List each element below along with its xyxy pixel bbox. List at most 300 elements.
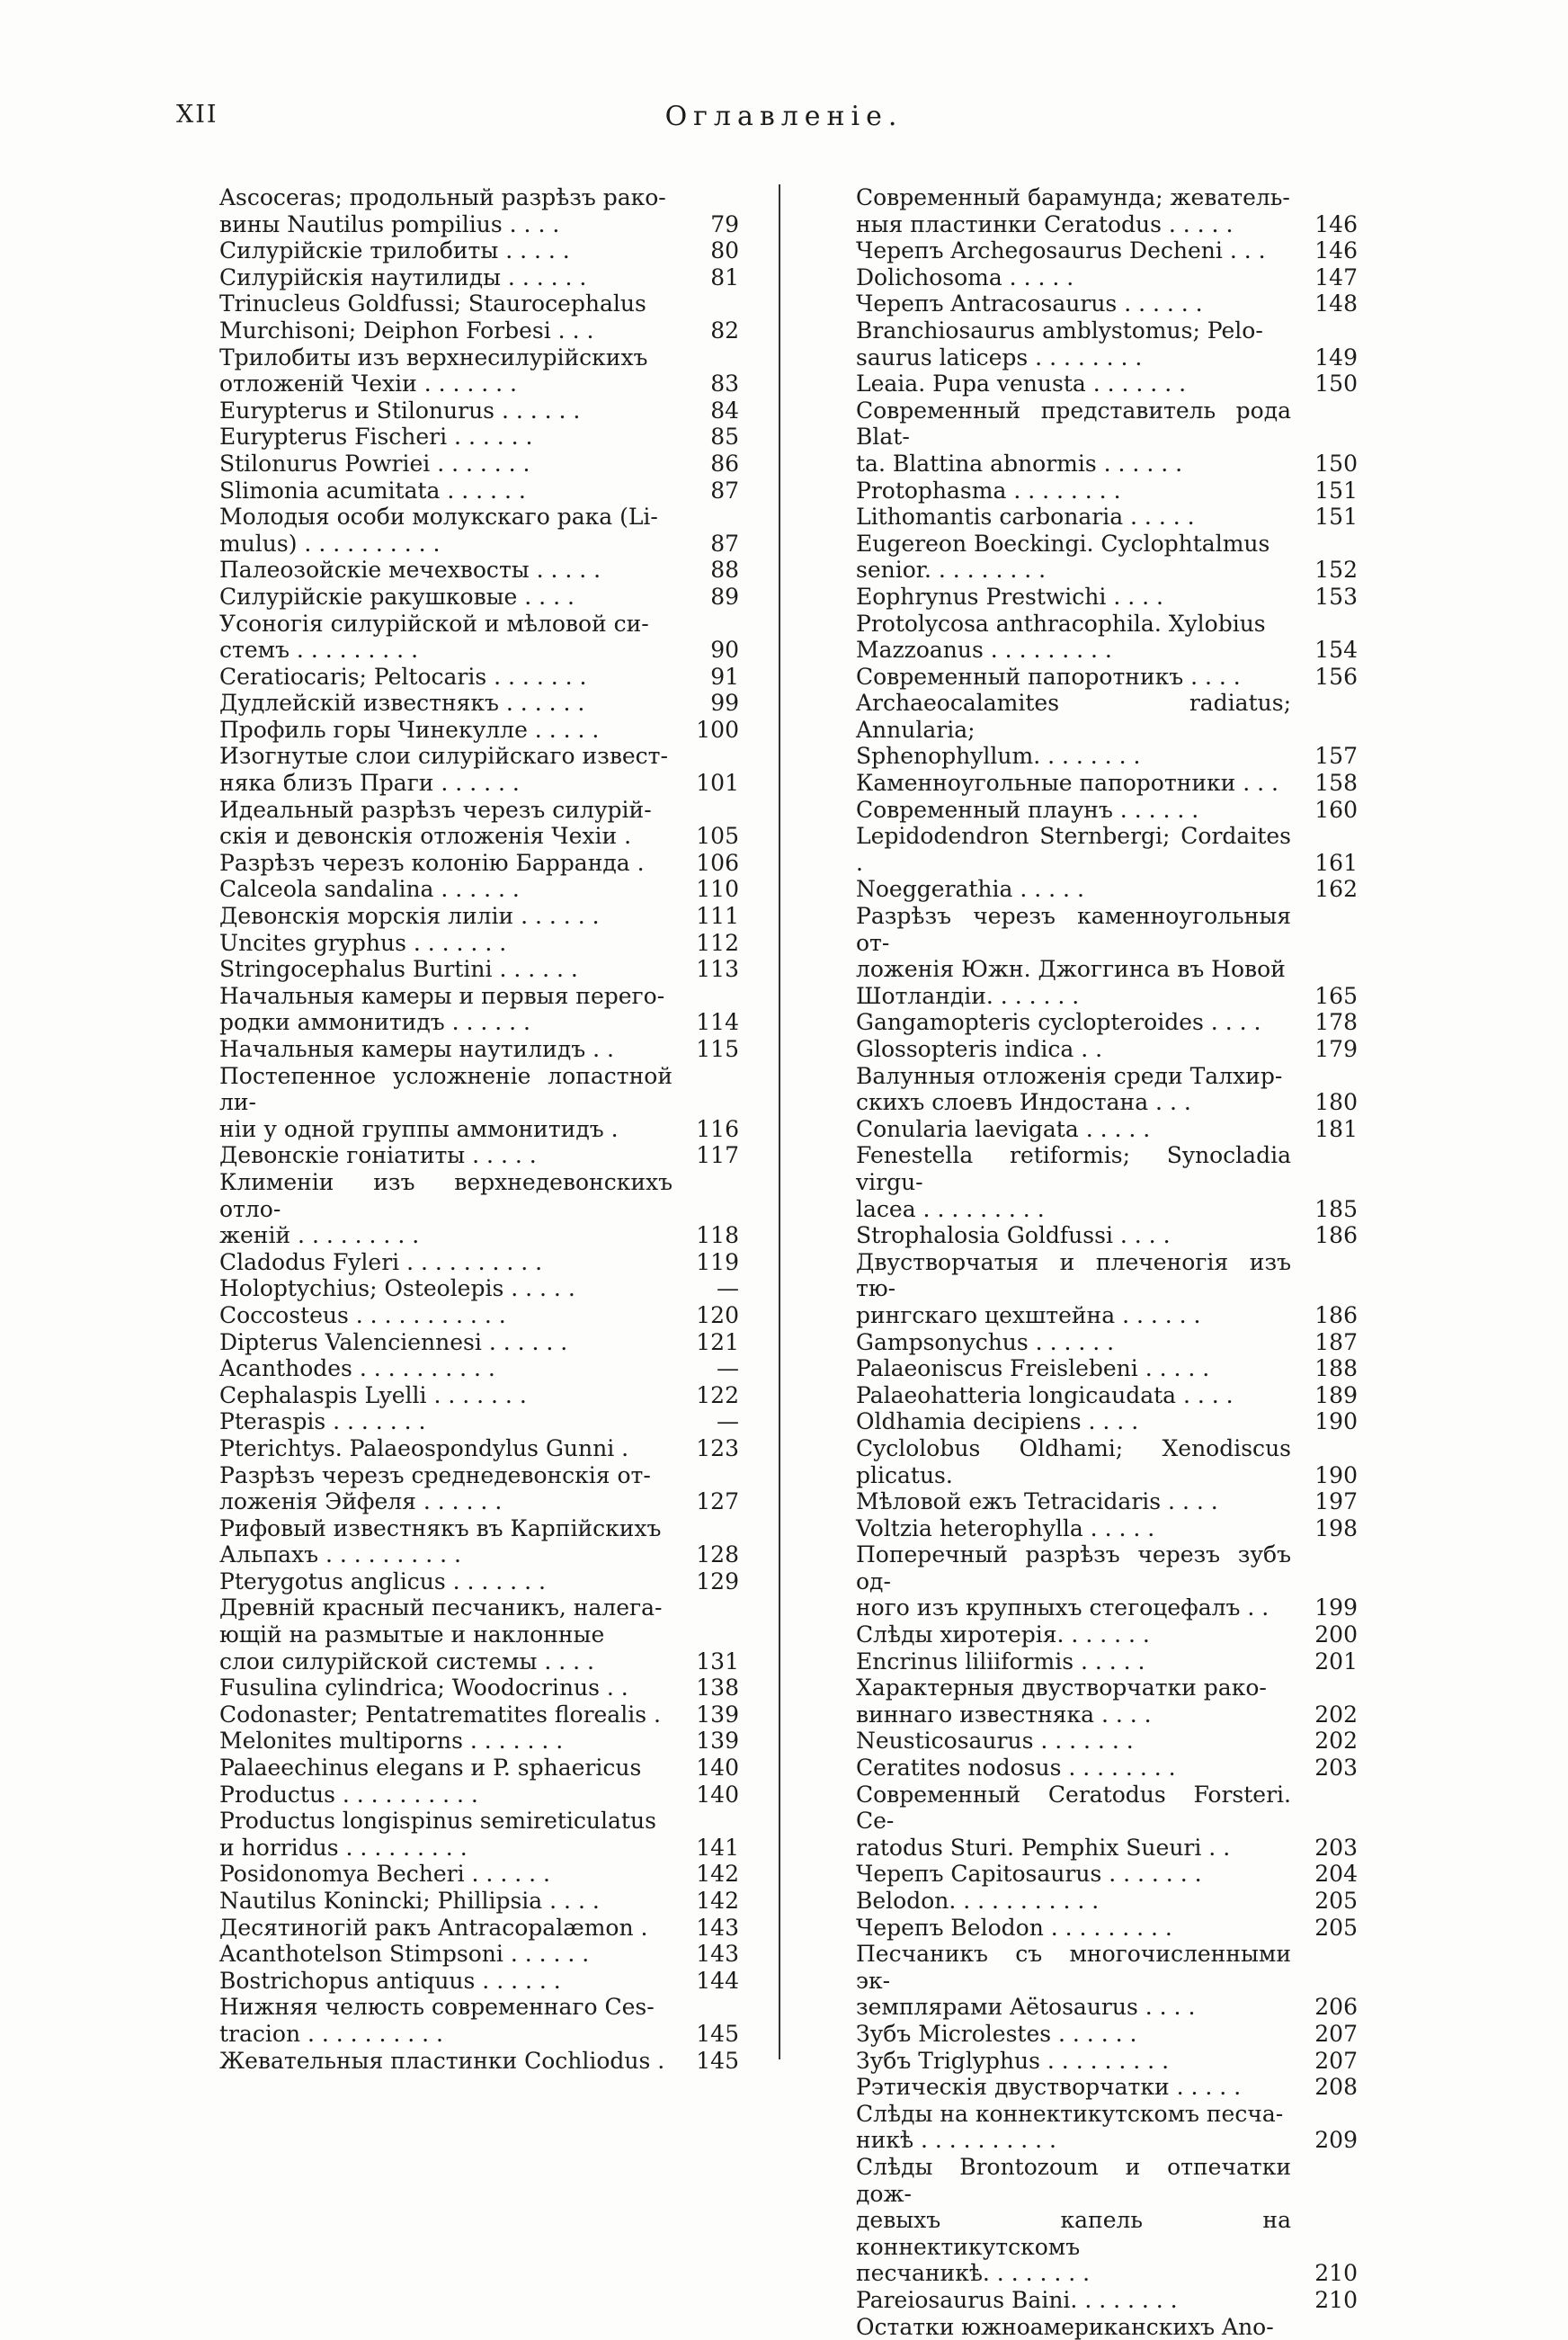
toc-entry-line: Neusticosaurus . . . . . . . xyxy=(856,1728,1134,1754)
toc-entry-line: Палеозойскіе мечехвосты . . . . . xyxy=(219,557,601,583)
toc-entry-line: ta. Blattina abnormis . . . . . . xyxy=(856,451,1182,477)
toc-entry-page: 83 xyxy=(685,371,739,397)
toc-entry xyxy=(856,611,1358,664)
toc-entry xyxy=(856,2074,1358,2101)
toc-entry-line: Шотландіи. . . . . . . xyxy=(856,983,1079,1009)
toc-entry-line: Силурійскія наутилиды . . . . . . xyxy=(219,264,586,290)
toc-entry-page: 150 xyxy=(1304,371,1358,397)
toc-entry-title xyxy=(856,1142,1304,1222)
toc-entry xyxy=(856,1063,1358,1116)
toc-entry-title xyxy=(856,290,1304,317)
toc-entry-line: Bostrichopus antiquus . . . . . . xyxy=(219,1968,561,1994)
toc-entry-line: saurus laticeps . . . . . . . . xyxy=(856,344,1142,371)
toc-entry xyxy=(856,2154,1358,2287)
toc-entry-page: 87 xyxy=(685,531,739,558)
toc-entry-title xyxy=(219,1515,685,1568)
toc-entry-line: senior. . . . . . . . . xyxy=(856,557,1046,583)
toc-entry-line: Stringocephalus Burtini . . . . . . xyxy=(219,956,578,982)
toc-entry-page: 99 xyxy=(685,690,739,717)
toc-entry-title xyxy=(856,1888,1304,1915)
toc-entry xyxy=(856,1728,1358,1755)
toc-entry-line: Черепъ Belodon . . . . . . . . . xyxy=(856,1915,1172,1941)
toc-entry-line: Dolichosoma . . . . . xyxy=(856,264,1074,290)
toc-entry-page: 114 xyxy=(685,1009,739,1036)
toc-entry-line: Pterygotus anglicus . . . . . . . xyxy=(219,1568,546,1594)
toc-entry-line: Зубъ Triglyphus . . . . . . . . . xyxy=(856,2048,1169,2074)
toc-entry-page: 113 xyxy=(685,956,739,983)
toc-entry-page: 84 xyxy=(685,397,739,424)
toc-entry-title xyxy=(219,1329,685,1356)
toc-entry-page: 209 xyxy=(1304,2127,1358,2154)
toc-entry-line: Ascoceras; продольный разрѣзъ рако- xyxy=(219,184,666,210)
toc-entry-page: 147 xyxy=(1304,264,1358,291)
toc-entry xyxy=(856,371,1358,397)
toc-entry-title xyxy=(219,1701,685,1728)
toc-entry xyxy=(219,1701,739,1728)
toc-entry xyxy=(219,1275,739,1302)
toc-entry-line: Productus longispinus semireticulatus xyxy=(219,1808,656,1834)
toc-entry-line: ніи у одной группы аммонитидъ . xyxy=(219,1116,619,1142)
toc-entry-line: Acanthodes . . . . . . . . . . xyxy=(219,1355,495,1381)
toc-entry-line: Каменноугольные папоротники . . . xyxy=(856,770,1278,796)
toc-entry-title xyxy=(219,557,685,584)
toc-entry-title xyxy=(219,797,685,850)
toc-entry-line: Дудлейскій известнякъ . . . . . . xyxy=(219,690,584,716)
toc-entry-page: 140 xyxy=(685,1755,739,1782)
toc-entry-line: Поперечный разрѣзъ черезъ зубъ од- xyxy=(856,1541,1291,1594)
toc-entry xyxy=(856,1515,1358,1542)
toc-entry-line: Разрѣзъ черезъ каменноугольныя от- xyxy=(856,903,1291,956)
toc-entry-title xyxy=(856,1915,1304,1942)
toc-entry xyxy=(856,797,1358,824)
toc-entry-title xyxy=(856,1648,1304,1675)
toc-entry xyxy=(856,1648,1358,1675)
toc-entry-line: Protophasma . . . . . . . . xyxy=(856,478,1121,504)
toc-entry-title xyxy=(856,584,1304,611)
toc-entry-page: 142 xyxy=(685,1861,739,1888)
toc-entry-line: Acanthotelson Stimpsoni . . . . . . xyxy=(219,1941,589,1967)
toc-entry-line: Черепъ Capitosaurus . . . . . . . xyxy=(856,1861,1202,1887)
toc-entry-line: родки аммонитидъ . . . . . . xyxy=(219,1009,530,1035)
toc-entry-line: Sphenophyllum. . . . . . . . xyxy=(856,743,1140,769)
toc-entry-title xyxy=(219,1249,685,1276)
toc-entry xyxy=(856,2048,1358,2075)
toc-entry xyxy=(219,237,739,264)
toc-entry-line: Валунныя отложенія среди Талхир- xyxy=(856,1063,1282,1089)
toc-entry xyxy=(856,1782,1358,1862)
toc-entry-page: 88 xyxy=(685,557,739,584)
toc-entry-title xyxy=(856,1116,1304,1143)
toc-entry-line: Начальныя камеры наутилидъ . . xyxy=(219,1036,614,1062)
toc-entry-title xyxy=(219,1435,685,1462)
toc-entry-page: 115 xyxy=(685,1036,739,1063)
toc-entry-page: 143 xyxy=(685,1941,739,1968)
toc-entry-line: Девонскія морскія лиліи . . . . . . xyxy=(219,903,600,929)
toc-entry-line: Palaeoniscus Freislebeni . . . . . xyxy=(856,1355,1209,1381)
toc-entry-title xyxy=(856,1408,1304,1435)
toc-entry-line: ложенія Эйфеля . . . . . . xyxy=(219,1488,502,1514)
toc-entry-page: 101 xyxy=(685,770,739,797)
toc-entry-title xyxy=(856,1249,1304,1329)
toc-entry-title xyxy=(856,1755,1304,1782)
toc-entry-line: Murchisoni; Deiphon Forbesi . . . xyxy=(219,317,593,344)
toc-entry-line: Fenestella retiformis; Synocladia virgu- xyxy=(856,1142,1291,1195)
toc-entry-line: Belodon. . . . . . . . . . . xyxy=(856,1888,1099,1914)
toc-entry xyxy=(219,1888,739,1915)
toc-entry-page: 112 xyxy=(685,930,739,957)
toc-entry xyxy=(856,1009,1358,1036)
toc-entry xyxy=(219,1675,739,1701)
toc-entry-page: 181 xyxy=(1304,1116,1358,1143)
toc-entry-page: 187 xyxy=(1304,1329,1358,1356)
toc-entry-title xyxy=(856,264,1304,291)
toc-entry-line: tracion . . . . . . . . . . xyxy=(219,2021,443,2047)
toc-entry-line: скія и девонскія отложенія Чехіи . xyxy=(219,823,631,849)
toc-entry-line: ложенія Южн. Джоггинса въ Новой xyxy=(856,956,1286,982)
toc-entry xyxy=(219,1249,739,1276)
toc-entry-page: 119 xyxy=(685,1249,739,1276)
toc-entry-page: 139 xyxy=(685,1701,739,1728)
toc-entry xyxy=(219,1568,739,1595)
toc-entry-title xyxy=(856,1782,1304,1862)
toc-entry-page: 148 xyxy=(1304,290,1358,317)
toc-entry xyxy=(219,264,739,291)
toc-entry-page: 151 xyxy=(1304,504,1358,531)
toc-entry-title xyxy=(856,504,1304,531)
toc-entry-page: 150 xyxy=(1304,451,1358,478)
toc-entry xyxy=(219,1355,739,1382)
toc-entry-page: 142 xyxy=(685,1888,739,1915)
toc-entry-title xyxy=(856,1861,1304,1888)
toc-entry-title xyxy=(856,2074,1304,2101)
toc-entry-page: 190 xyxy=(1304,1462,1358,1489)
toc-entry-line: ratodus Sturi. Pemphix Sueuri . . xyxy=(856,1835,1230,1861)
toc-entry xyxy=(219,424,739,451)
toc-entry-line: Cladodus Fyleri . . . . . . . . . . xyxy=(219,1249,542,1275)
toc-entry-title xyxy=(219,1594,685,1675)
toc-entry-title xyxy=(856,1009,1304,1036)
toc-entry-line: Mazzoanus . . . . . . . . . xyxy=(856,637,1112,663)
toc-entry-page: 151 xyxy=(1304,478,1358,505)
toc-entry xyxy=(219,850,739,877)
toc-entry xyxy=(219,1861,739,1888)
toc-entry-title xyxy=(856,876,1304,903)
toc-entry-title xyxy=(856,2314,1304,2340)
toc-entry-page: 205 xyxy=(1304,1915,1358,1942)
toc-entry-line: Клименіи изъ верхнедевонскихъ отло- xyxy=(219,1169,673,1222)
toc-entry xyxy=(219,584,739,611)
toc-entry xyxy=(219,1036,739,1063)
toc-entry-page: 153 xyxy=(1304,584,1358,611)
page-title: Оглавленіе. xyxy=(0,101,1568,132)
toc-entry xyxy=(219,1063,739,1143)
toc-entry-line: Eugereon Boeckingi. Cyclophtalmus xyxy=(856,531,1270,557)
toc-entry-line: Жевательныя пластинки Cochliodus . xyxy=(219,2048,664,2074)
toc-entry-line: Разрѣзъ черезъ среднедевонскія от- xyxy=(219,1462,651,1488)
toc-entry-line: и horridus . . . . . . . . . xyxy=(219,1835,468,1861)
toc-entry-page: 208 xyxy=(1304,2074,1358,2101)
toc-entry-page: 149 xyxy=(1304,344,1358,371)
toc-entry-page: 178 xyxy=(1304,1009,1358,1036)
toc-entry-title xyxy=(856,237,1304,264)
toc-entry xyxy=(856,1249,1358,1329)
toc-entry-title xyxy=(856,1515,1304,1542)
toc-entry-title xyxy=(219,1408,685,1435)
toc-entry-title xyxy=(856,2154,1304,2287)
toc-entry xyxy=(219,1462,739,1515)
toc-entry-page: 85 xyxy=(685,424,739,451)
toc-entry-line: lacea . . . . . . . . . xyxy=(856,1196,1045,1222)
toc-entry-page: 121 xyxy=(685,1329,739,1356)
toc-entry xyxy=(856,1435,1358,1488)
toc-entry-line: Современный плаунъ . . . . . . xyxy=(856,797,1198,823)
toc-entry-line: скихъ слоевъ Индостана . . . xyxy=(856,1089,1191,1115)
toc-entry xyxy=(219,184,739,237)
toc-entry xyxy=(856,2101,1358,2154)
toc-entry-line: Девонскіе гоніатиты . . . . . xyxy=(219,1142,537,1168)
toc-entry-title xyxy=(219,424,685,451)
toc-entry-title xyxy=(219,930,685,957)
toc-entry xyxy=(219,743,739,796)
toc-entry-title xyxy=(856,797,1304,824)
toc-entry-page: 198 xyxy=(1304,1515,1358,1542)
toc-entry-line: Uncites gryphus . . . . . . . xyxy=(219,930,506,956)
toc-entry-title xyxy=(219,1568,685,1595)
toc-entry xyxy=(856,1621,1358,1648)
toc-entry-title xyxy=(219,1941,685,1968)
toc-entry-page: 106 xyxy=(685,850,739,877)
toc-entry xyxy=(219,1728,739,1755)
toc-entry-page: 117 xyxy=(685,1142,739,1169)
toc-entry-page: 143 xyxy=(685,1915,739,1942)
toc-entry-title xyxy=(219,1861,685,1888)
toc-entry xyxy=(856,664,1358,691)
toc-entry-line: рингскаго цехштейна . . . . . . xyxy=(856,1302,1200,1328)
toc-entry-page: 165 xyxy=(1304,983,1358,1010)
toc-entry-line: Характерныя двустворчатки рако- xyxy=(856,1675,1267,1701)
toc-entry-line: Усоногія силурійской и мѣловой си- xyxy=(219,611,649,637)
toc-entry-title xyxy=(219,1275,685,1302)
toc-entry-line: Идеальный разрѣзъ черезъ силурій- xyxy=(219,797,652,823)
toc-entry-page: 79 xyxy=(685,211,739,238)
toc-entry-page: 158 xyxy=(1304,770,1358,797)
toc-entry-title xyxy=(219,1063,685,1143)
toc-entry-page: 100 xyxy=(685,717,739,744)
toc-entry-line: ющій на размытые и наклонные xyxy=(219,1621,604,1648)
toc-entry-line: Conularia laevigata . . . . . xyxy=(856,1116,1150,1142)
toc-entry-page: 120 xyxy=(685,1302,739,1329)
toc-entry-page: 203 xyxy=(1304,1755,1358,1782)
toc-entry-title xyxy=(219,2048,685,2075)
toc-entry-page: 185 xyxy=(1304,1196,1358,1223)
toc-entry xyxy=(219,557,739,584)
toc-entry-page: 200 xyxy=(1304,1621,1358,1648)
toc-entry-line: Trinucleus Goldfussi; Staurocephalus xyxy=(219,290,646,317)
toc-entry xyxy=(219,1329,739,1356)
toc-entry-line: Slimonia acumitata . . . . . . xyxy=(219,478,526,504)
toc-entry-page: 141 xyxy=(685,1835,739,1862)
toc-entry-page: 146 xyxy=(1304,211,1358,238)
toc-entry-page: 145 xyxy=(685,2021,739,2048)
toc-entry-line: Stilonurus Powriei . . . . . . . xyxy=(219,451,530,477)
toc-entry-line: Трилобиты изъ верхнесилурійскихъ xyxy=(219,344,647,371)
toc-entry-title xyxy=(219,1382,685,1409)
toc-entry-page: 156 xyxy=(1304,664,1358,691)
toc-entry xyxy=(219,1808,739,1861)
toc-entry-line: Остатки южноамериканскихъ Ano- xyxy=(856,2314,1274,2340)
toc-entry-title xyxy=(856,1941,1304,2021)
toc-entry-line: Palaeohatteria longicaudata . . . . xyxy=(856,1382,1234,1408)
column-divider xyxy=(779,184,780,2059)
toc-entry-title xyxy=(219,451,685,478)
toc-entry-page: 116 xyxy=(685,1116,739,1143)
toc-entry-page: 202 xyxy=(1304,1701,1358,1728)
toc-entry-line: Изогнутые слои силурійскаго извест- xyxy=(219,743,668,769)
toc-entry xyxy=(856,317,1358,371)
toc-entry-title xyxy=(856,903,1304,1009)
toc-entry-page: 207 xyxy=(1304,2048,1358,2075)
toc-entry-page: 87 xyxy=(685,478,739,505)
toc-entry-line: вины Nautilus pompilius . . . . xyxy=(219,211,559,237)
toc-entry-title xyxy=(856,371,1304,397)
toc-entry-title xyxy=(219,1675,685,1701)
toc-entry-line: Мѣловой ежъ Tetracidaris . . . . xyxy=(856,1488,1218,1514)
toc-entry xyxy=(219,478,739,505)
toc-entry-line: Слѣды хиротерія. . . . . . . xyxy=(856,1621,1150,1648)
toc-entry xyxy=(219,903,739,930)
toc-entry xyxy=(219,1915,739,1942)
toc-entry xyxy=(219,1941,739,1968)
toc-entry xyxy=(219,2048,739,2075)
toc-entry xyxy=(856,237,1358,264)
toc-entry-page: 145 xyxy=(685,2048,739,2075)
toc-entry-line: Codonaster; Pentatrematites florealis . xyxy=(219,1701,661,1728)
toc-entry-page: 138 xyxy=(685,1675,739,1701)
toc-entry-title xyxy=(219,717,685,744)
toc-entry-page: — xyxy=(685,1408,739,1435)
contents-column-left xyxy=(219,184,739,2074)
toc-entry-line: Voltzia heterophylla . . . . . xyxy=(856,1515,1154,1541)
toc-entry xyxy=(219,1515,739,1568)
toc-entry-line: женій . . . . . . . . . xyxy=(219,1222,419,1248)
toc-entry-title xyxy=(856,1488,1304,1515)
toc-entry-line: Leaia. Pupa venusta . . . . . . . xyxy=(856,371,1186,397)
toc-entry-page: 207 xyxy=(1304,2021,1358,2048)
toc-entry xyxy=(856,1408,1358,1435)
toc-entry-title xyxy=(856,823,1304,876)
toc-entry-page: — xyxy=(685,1275,739,1302)
toc-entry-page: 127 xyxy=(685,1488,739,1515)
toc-entry-line: Двустворчатыя и плеченогія изъ тю- xyxy=(856,1249,1291,1302)
toc-entry-title xyxy=(856,611,1304,664)
toc-entry-page: 80 xyxy=(685,237,739,264)
toc-entry-title xyxy=(219,903,685,930)
toc-entry-line: ныя пластинки Ceratodus . . . . . xyxy=(856,211,1233,237)
toc-entry-line: Современный папоротникъ . . . . xyxy=(856,664,1241,690)
toc-entry-page: 161 xyxy=(1304,850,1358,877)
toc-entry-title xyxy=(856,1728,1304,1755)
toc-entry xyxy=(219,290,739,344)
toc-entry-page: 201 xyxy=(1304,1648,1358,1675)
toc-entry-page: 206 xyxy=(1304,1994,1358,2021)
toc-entry xyxy=(856,1142,1358,1222)
toc-entry-page: 129 xyxy=(685,1568,739,1595)
toc-entry-line: Нижняя челюсть современнаго Ces- xyxy=(219,1994,655,2020)
toc-entry xyxy=(219,930,739,957)
toc-entry-title xyxy=(219,1355,685,1382)
toc-entry-page: 189 xyxy=(1304,1382,1358,1409)
toc-entry xyxy=(856,2314,1358,2340)
toc-entry-line: виннаго известняка . . . . xyxy=(856,1701,1152,1728)
toc-entry-page: 160 xyxy=(1304,797,1358,824)
toc-entry xyxy=(219,717,739,744)
toc-entry-line: Разрѣзъ черезъ колонію Барранда . xyxy=(219,850,645,876)
toc-entry xyxy=(856,823,1358,876)
toc-entry-line: Oldhamia decipiens . . . . xyxy=(856,1408,1138,1434)
toc-entry xyxy=(856,531,1358,584)
toc-entry-line: Песчаникъ съ многочисленными эк- xyxy=(856,1941,1291,1994)
toc-entry-line: Pareiosaurus Baini. . . . . . . . xyxy=(856,2287,1178,2313)
toc-entry-line: ного изъ крупныхъ стегоцефалъ . . xyxy=(856,1594,1269,1621)
toc-entry-page: 144 xyxy=(685,1968,739,1995)
toc-entry-line: стемъ . . . . . . . . . xyxy=(219,637,418,663)
toc-entry-line: Ceratiocaris; Peltocaris . . . . . . . xyxy=(219,664,586,690)
toc-entry xyxy=(856,1382,1358,1409)
toc-entry-page: 122 xyxy=(685,1382,739,1409)
toc-entry-line: Strophalosia Goldfussi . . . . xyxy=(856,1222,1171,1248)
toc-entry xyxy=(856,690,1358,770)
page-header xyxy=(0,101,1568,137)
toc-entry-line: слои силурійской системы . . . . xyxy=(219,1648,594,1675)
toc-entry-line: Профиль горы Чинекулле . . . . . xyxy=(219,717,599,743)
toc-entry xyxy=(219,1435,739,1462)
toc-entry-title xyxy=(219,397,685,424)
toc-entry-title xyxy=(856,1063,1304,1116)
toc-entry-page: 154 xyxy=(1304,637,1358,664)
toc-entry-page: 188 xyxy=(1304,1355,1358,1382)
toc-entry-page: 204 xyxy=(1304,1861,1358,1888)
toc-entry xyxy=(856,1036,1358,1063)
toc-entry-line: Lithomantis carbonaria . . . . . xyxy=(856,504,1195,530)
toc-entry-line: Силурійскіе ракушковые . . . . xyxy=(219,584,575,610)
toc-entry-title xyxy=(856,1222,1304,1249)
toc-entry-title xyxy=(219,876,685,903)
toc-entry-line: Черепъ Antracosaurus . . . . . . xyxy=(856,290,1203,317)
toc-entry-line: девыхъ капель на коннектикутскомъ xyxy=(856,2207,1291,2260)
toc-entry-line: Melonites multiporns . . . . . . . xyxy=(219,1728,563,1754)
toc-entry-page: 111 xyxy=(685,903,739,930)
toc-entry-page: 146 xyxy=(1304,237,1358,264)
toc-entry-page: 82 xyxy=(685,317,739,344)
toc-entry-line: отложеній Чехіи . . . . . . . xyxy=(219,371,517,397)
toc-entry-title xyxy=(219,956,685,983)
toc-entry-line: Dipterus Valenciennesi . . . . . . xyxy=(219,1329,567,1355)
toc-entry-title xyxy=(856,2048,1304,2075)
toc-entry-page: 162 xyxy=(1304,876,1358,903)
toc-entry-page: 179 xyxy=(1304,1036,1358,1063)
toc-entry-title xyxy=(856,317,1304,371)
toc-entry xyxy=(219,451,739,478)
toc-entry xyxy=(856,264,1358,291)
toc-entry-line: Glossopteris indica . . xyxy=(856,1036,1102,1062)
toc-entry-line: Protolycosa anthracophila. Xylobius xyxy=(856,611,1266,637)
toc-entry-title xyxy=(856,1329,1304,1356)
toc-entry-title xyxy=(219,1169,685,1249)
toc-entry-line: Encrinus liliiformis . . . . . xyxy=(856,1648,1145,1675)
toc-entry-line: Pteraspis . . . . . . . xyxy=(219,1408,425,1434)
toc-entry-title xyxy=(856,770,1304,797)
toc-entry-line: Десятиногій ракъ Antracopalæmon . xyxy=(219,1915,647,1941)
